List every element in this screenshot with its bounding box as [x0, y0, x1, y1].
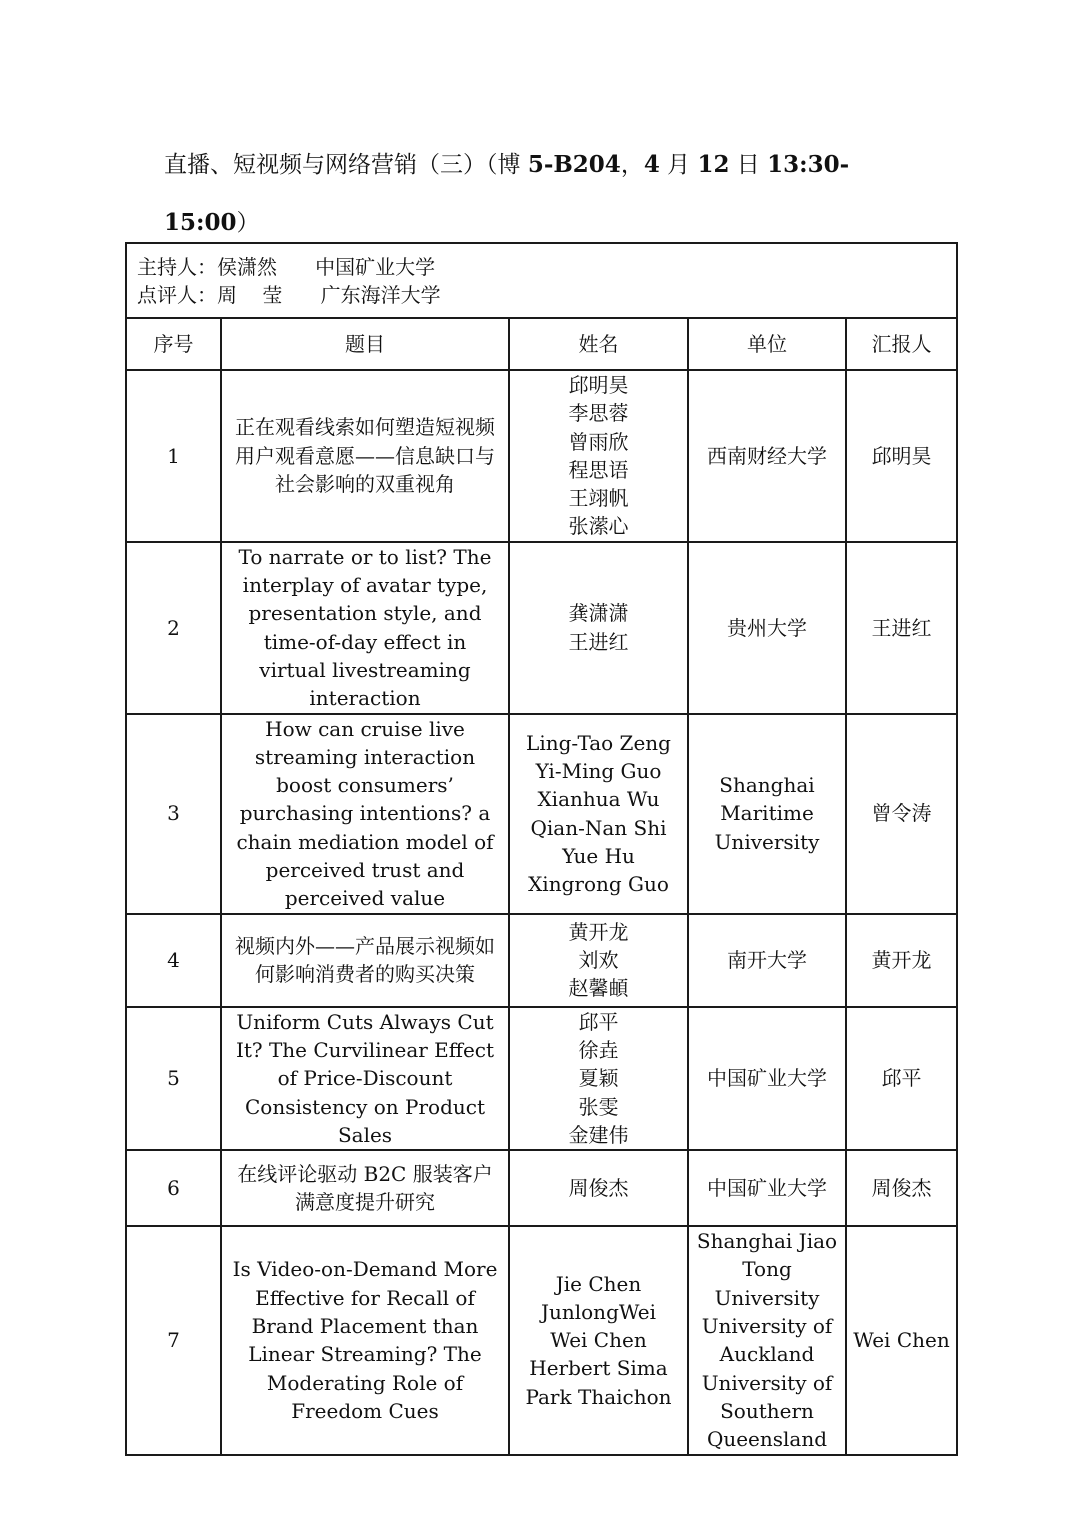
author-name: Park Thaichon: [525, 1384, 672, 1409]
cell-title: 视频内外——产品展示视频如何影响消费者的购买决策: [221, 914, 509, 1007]
author-name: 邱平: [578, 1009, 619, 1034]
cell-unit: [688, 714, 846, 914]
author-name: Xingrong Guo: [528, 872, 669, 897]
author-name: Qian-Nan Shi: [530, 815, 667, 840]
cell-names: [509, 714, 688, 914]
cell-unit: [688, 1150, 846, 1226]
cell-names: [509, 370, 688, 542]
author-name: 王翊帆: [568, 486, 629, 511]
cell-unit: [688, 542, 846, 714]
title-day-char: 日: [729, 152, 768, 178]
author-name: Wei Chen: [550, 1328, 647, 1353]
cell-unit: [688, 914, 846, 1007]
cell-presenter: Wei Chen: [846, 1226, 957, 1454]
host-line: 主持人：侯潇然 中国矿业大学: [137, 254, 436, 279]
affiliation-line: University of Auckland: [701, 1314, 833, 1367]
author-name: 邱明昊: [568, 373, 629, 397]
cell-title: How can cruise live streaming interaction boost consumers’ purchasing intentions? a chain mediation model of perceived trust and perceived value: [221, 714, 509, 914]
author-name: 夏颖: [578, 1066, 619, 1091]
author-name: Jie Chen: [555, 1271, 642, 1296]
table-row: [126, 542, 957, 714]
cell-title: Uniform Cuts Always Cut It? The Curvilinear Effect of Price-Discount Consistency on Product Sales: [221, 1007, 509, 1150]
author-name: Yi-Ming Guo: [535, 759, 662, 783]
author-name: Yue Hu: [562, 843, 635, 868]
affiliation-line: 南开大学: [727, 947, 807, 972]
author-name: 程思语: [568, 457, 629, 482]
cell-no: 7: [126, 1226, 221, 1454]
hosts-cell: [126, 243, 957, 318]
cell-presenter: 周俊杰: [846, 1150, 957, 1226]
cell-names: [509, 1007, 688, 1150]
title-day: 12: [697, 151, 730, 178]
cell-presenter: 邱明昊: [846, 370, 957, 542]
cell-names: [509, 914, 688, 1007]
cell-no: 1: [126, 370, 221, 542]
header-row: [126, 318, 957, 370]
author-name: 张潆心: [568, 514, 629, 539]
affiliation-line: Shanghai: [719, 773, 815, 798]
affiliation-line: Maritime: [720, 801, 814, 826]
author-name: 王进红: [568, 629, 629, 654]
title-month-char: 月: [659, 152, 698, 178]
cell-title: To narrate or to list? The interplay of avatar type, presentation style, and time-of-day effect in virtual livestreaming interaction: [221, 542, 509, 714]
title-room: 5-B204: [527, 151, 621, 178]
header-cell-presenter: 汇报人: [846, 318, 957, 370]
table-row: [126, 1007, 957, 1150]
affiliation-line: University: [714, 829, 820, 854]
author-name: 黄开龙: [568, 919, 629, 944]
header-cell-title: 题目: [221, 318, 509, 370]
author-name: 曾雨欣: [568, 429, 629, 454]
cell-unit: [688, 370, 846, 542]
author-name: Herbert Sima: [529, 1356, 668, 1381]
title-comma: ，: [620, 152, 644, 178]
header-cell-unit: 单位: [688, 318, 846, 370]
cell-no: 3: [126, 714, 221, 914]
author-name: 张雯: [578, 1094, 619, 1119]
author-name: 周俊杰: [568, 1175, 629, 1200]
cell-presenter: 黄开龙: [846, 914, 957, 1007]
author-name: Ling-Tao Zeng: [526, 730, 671, 755]
cell-no: 6: [126, 1150, 221, 1226]
table-row: [126, 1150, 957, 1226]
author-name: 刘欢: [578, 947, 619, 972]
affiliation-line: Shanghai Jiao Tong University: [696, 1229, 838, 1310]
author-name: JunlongWei: [540, 1299, 657, 1324]
author-name: 赵馨頔: [568, 976, 629, 1001]
cell-presenter: 邱平: [846, 1007, 957, 1150]
author-name: 徐垚: [578, 1037, 619, 1062]
hosts-row: [126, 243, 957, 318]
table-row: [126, 1226, 957, 1454]
affiliation-line: 贵州大学: [727, 615, 807, 640]
cell-presenter: 曾令涛: [846, 714, 957, 914]
cell-names: [509, 542, 688, 714]
author-name: 金建伟: [568, 1122, 629, 1147]
author-name: 李思蓉: [568, 401, 629, 426]
cell-title: 在线评论驱动 B2C 服装客户满意度提升研究: [221, 1150, 509, 1226]
session-title: [164, 136, 884, 252]
table-row: [126, 914, 957, 1007]
cell-names: [509, 1150, 688, 1226]
cell-unit: [688, 1007, 846, 1150]
header-cell-no: 序号: [126, 318, 221, 370]
table-row: [126, 714, 957, 914]
cell-unit: [688, 1226, 846, 1454]
cell-no: 2: [126, 542, 221, 714]
schedule-table: [125, 242, 958, 1456]
cell-names: [509, 1226, 688, 1454]
reviewer-line: 点评人：周 莹 广东海洋大学: [137, 282, 441, 307]
author-name: Xianhua Wu: [537, 787, 660, 812]
header-cell-names: 姓名: [509, 318, 688, 370]
cell-presenter: 王进红: [846, 542, 957, 714]
title-text: 直播、短视频与网络营销（三）（博: [164, 152, 528, 178]
title-time-start: 13:30-: [767, 151, 850, 178]
cell-no: 4: [126, 914, 221, 1007]
affiliation-line: 西南财经大学: [707, 443, 827, 468]
affiliation-line: 中国矿业大学: [707, 1066, 827, 1091]
title-close: ）: [236, 210, 260, 236]
affiliation-line: University of Southern Queensland: [701, 1370, 833, 1452]
cell-no: 5: [126, 1007, 221, 1150]
affiliation-line: 中国矿业大学: [707, 1175, 827, 1200]
author-name: 龚潇潇: [568, 601, 629, 626]
table-row: [126, 370, 957, 542]
title-month: 4: [643, 151, 660, 178]
title-time-end: 15:00: [164, 209, 237, 236]
cell-title: Is Video-on-Demand More Effective for Recall of Brand Placement than Linear Streaming? The Moderating Role of Freedom Cues: [221, 1226, 509, 1454]
cell-title: 正在观看线索如何塑造短视频用户观看意愿——信息缺口与社会影响的双重视角: [221, 370, 509, 542]
